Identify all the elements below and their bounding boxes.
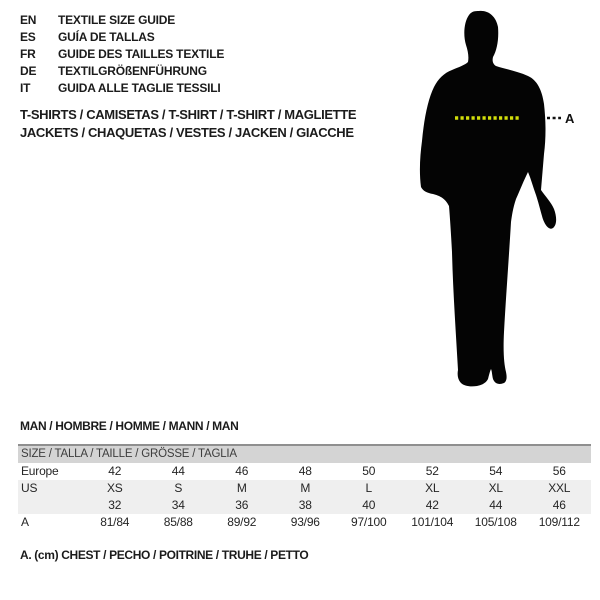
category-line-tshirts: T-SHIRTS / CAMISETAS / T-SHIRT / T-SHIRT / MAGLIETTE — [20, 107, 357, 122]
man-silhouette-shape — [420, 11, 556, 386]
size-cell: 93/96 — [290, 515, 320, 529]
language-code: ES — [20, 30, 36, 44]
language-code: EN — [20, 13, 37, 27]
size-table-row-us-letters — [18, 480, 591, 497]
size-cell: 97/100 — [350, 515, 387, 529]
size-cell: 42 — [108, 464, 122, 478]
language-code: IT — [20, 81, 31, 95]
size-cell: 38 — [298, 498, 312, 512]
size-cell: XS — [106, 481, 123, 495]
category-lines — [20, 106, 356, 141]
size-table-row-chest — [18, 514, 591, 531]
size-cell: 101/104 — [411, 515, 454, 529]
row-label — [18, 497, 83, 514]
guide-title: GUIDE DES TAILLES TEXTILE — [58, 47, 225, 61]
size-cell: 81/84 — [100, 515, 130, 529]
size-table-header: SIZE / TALLA / TAILLE / GRÖSSE / TAGLIA — [18, 444, 591, 463]
size-cell: 54 — [489, 464, 503, 478]
language-row — [20, 46, 224, 63]
category-line-jackets: JACKETS / CHAQUETAS / VESTES / JACKEN / GIACCHE — [20, 124, 354, 140]
guide-title: GUIDA ALLE TAGLIE TESSILI — [58, 81, 221, 95]
size-cell: M — [236, 481, 247, 495]
language-row — [20, 80, 224, 97]
size-cell: 109/112 — [538, 515, 580, 529]
size-cell: 44 — [171, 464, 185, 478]
row-label: US — [21, 481, 38, 495]
size-cell: XL — [488, 481, 503, 495]
figure-area — [395, 0, 600, 400]
language-row — [20, 29, 224, 46]
size-cell: 50 — [362, 464, 376, 478]
man-silhouette — [395, 0, 600, 400]
chest-footnote: A. (cm) CHEST / PECHO / POITRINE / TRUHE / PETTO — [20, 548, 309, 562]
language-code: FR — [20, 47, 36, 61]
size-cell: 36 — [235, 498, 249, 512]
size-table-row-us-numbers — [18, 497, 591, 514]
size-cell: 48 — [298, 464, 312, 478]
size-cell: 46 — [235, 464, 249, 478]
guide-title: GUÍA DE TALLAS — [58, 30, 155, 44]
size-cell: 85/88 — [163, 515, 193, 529]
guide-title: TEXTILGRÖßENFÜHRUNG — [58, 64, 207, 78]
size-cell: 34 — [171, 498, 185, 512]
size-cell: 44 — [489, 498, 503, 512]
size-cell: 42 — [425, 498, 439, 512]
size-cell: S — [174, 481, 183, 495]
section-title-man: MAN / HOMBRE / HOMME / MANN / MAN — [20, 419, 239, 433]
size-cell: 105/108 — [474, 515, 517, 529]
size-cell: M — [300, 481, 311, 495]
size-table-row-europe — [18, 463, 591, 480]
size-cell: XL — [425, 481, 440, 495]
row-label: Europe — [21, 464, 59, 478]
measure-label-a: A — [565, 111, 575, 126]
guide-title: TEXTILE SIZE GUIDE — [58, 13, 176, 27]
language-code: DE — [20, 64, 37, 78]
language-list — [20, 12, 224, 97]
size-cell: 89/92 — [227, 515, 257, 529]
size-table — [18, 444, 591, 531]
size-cell: 40 — [362, 498, 376, 512]
language-row — [20, 12, 224, 29]
size-cell: 56 — [552, 464, 566, 478]
size-cell: 32 — [108, 498, 122, 512]
size-cell: 46 — [552, 498, 566, 512]
size-cell: XXL — [548, 481, 571, 495]
size-cell: L — [365, 481, 372, 495]
row-label: A — [21, 515, 29, 529]
language-row — [20, 63, 224, 80]
size-cell: 52 — [425, 464, 439, 478]
